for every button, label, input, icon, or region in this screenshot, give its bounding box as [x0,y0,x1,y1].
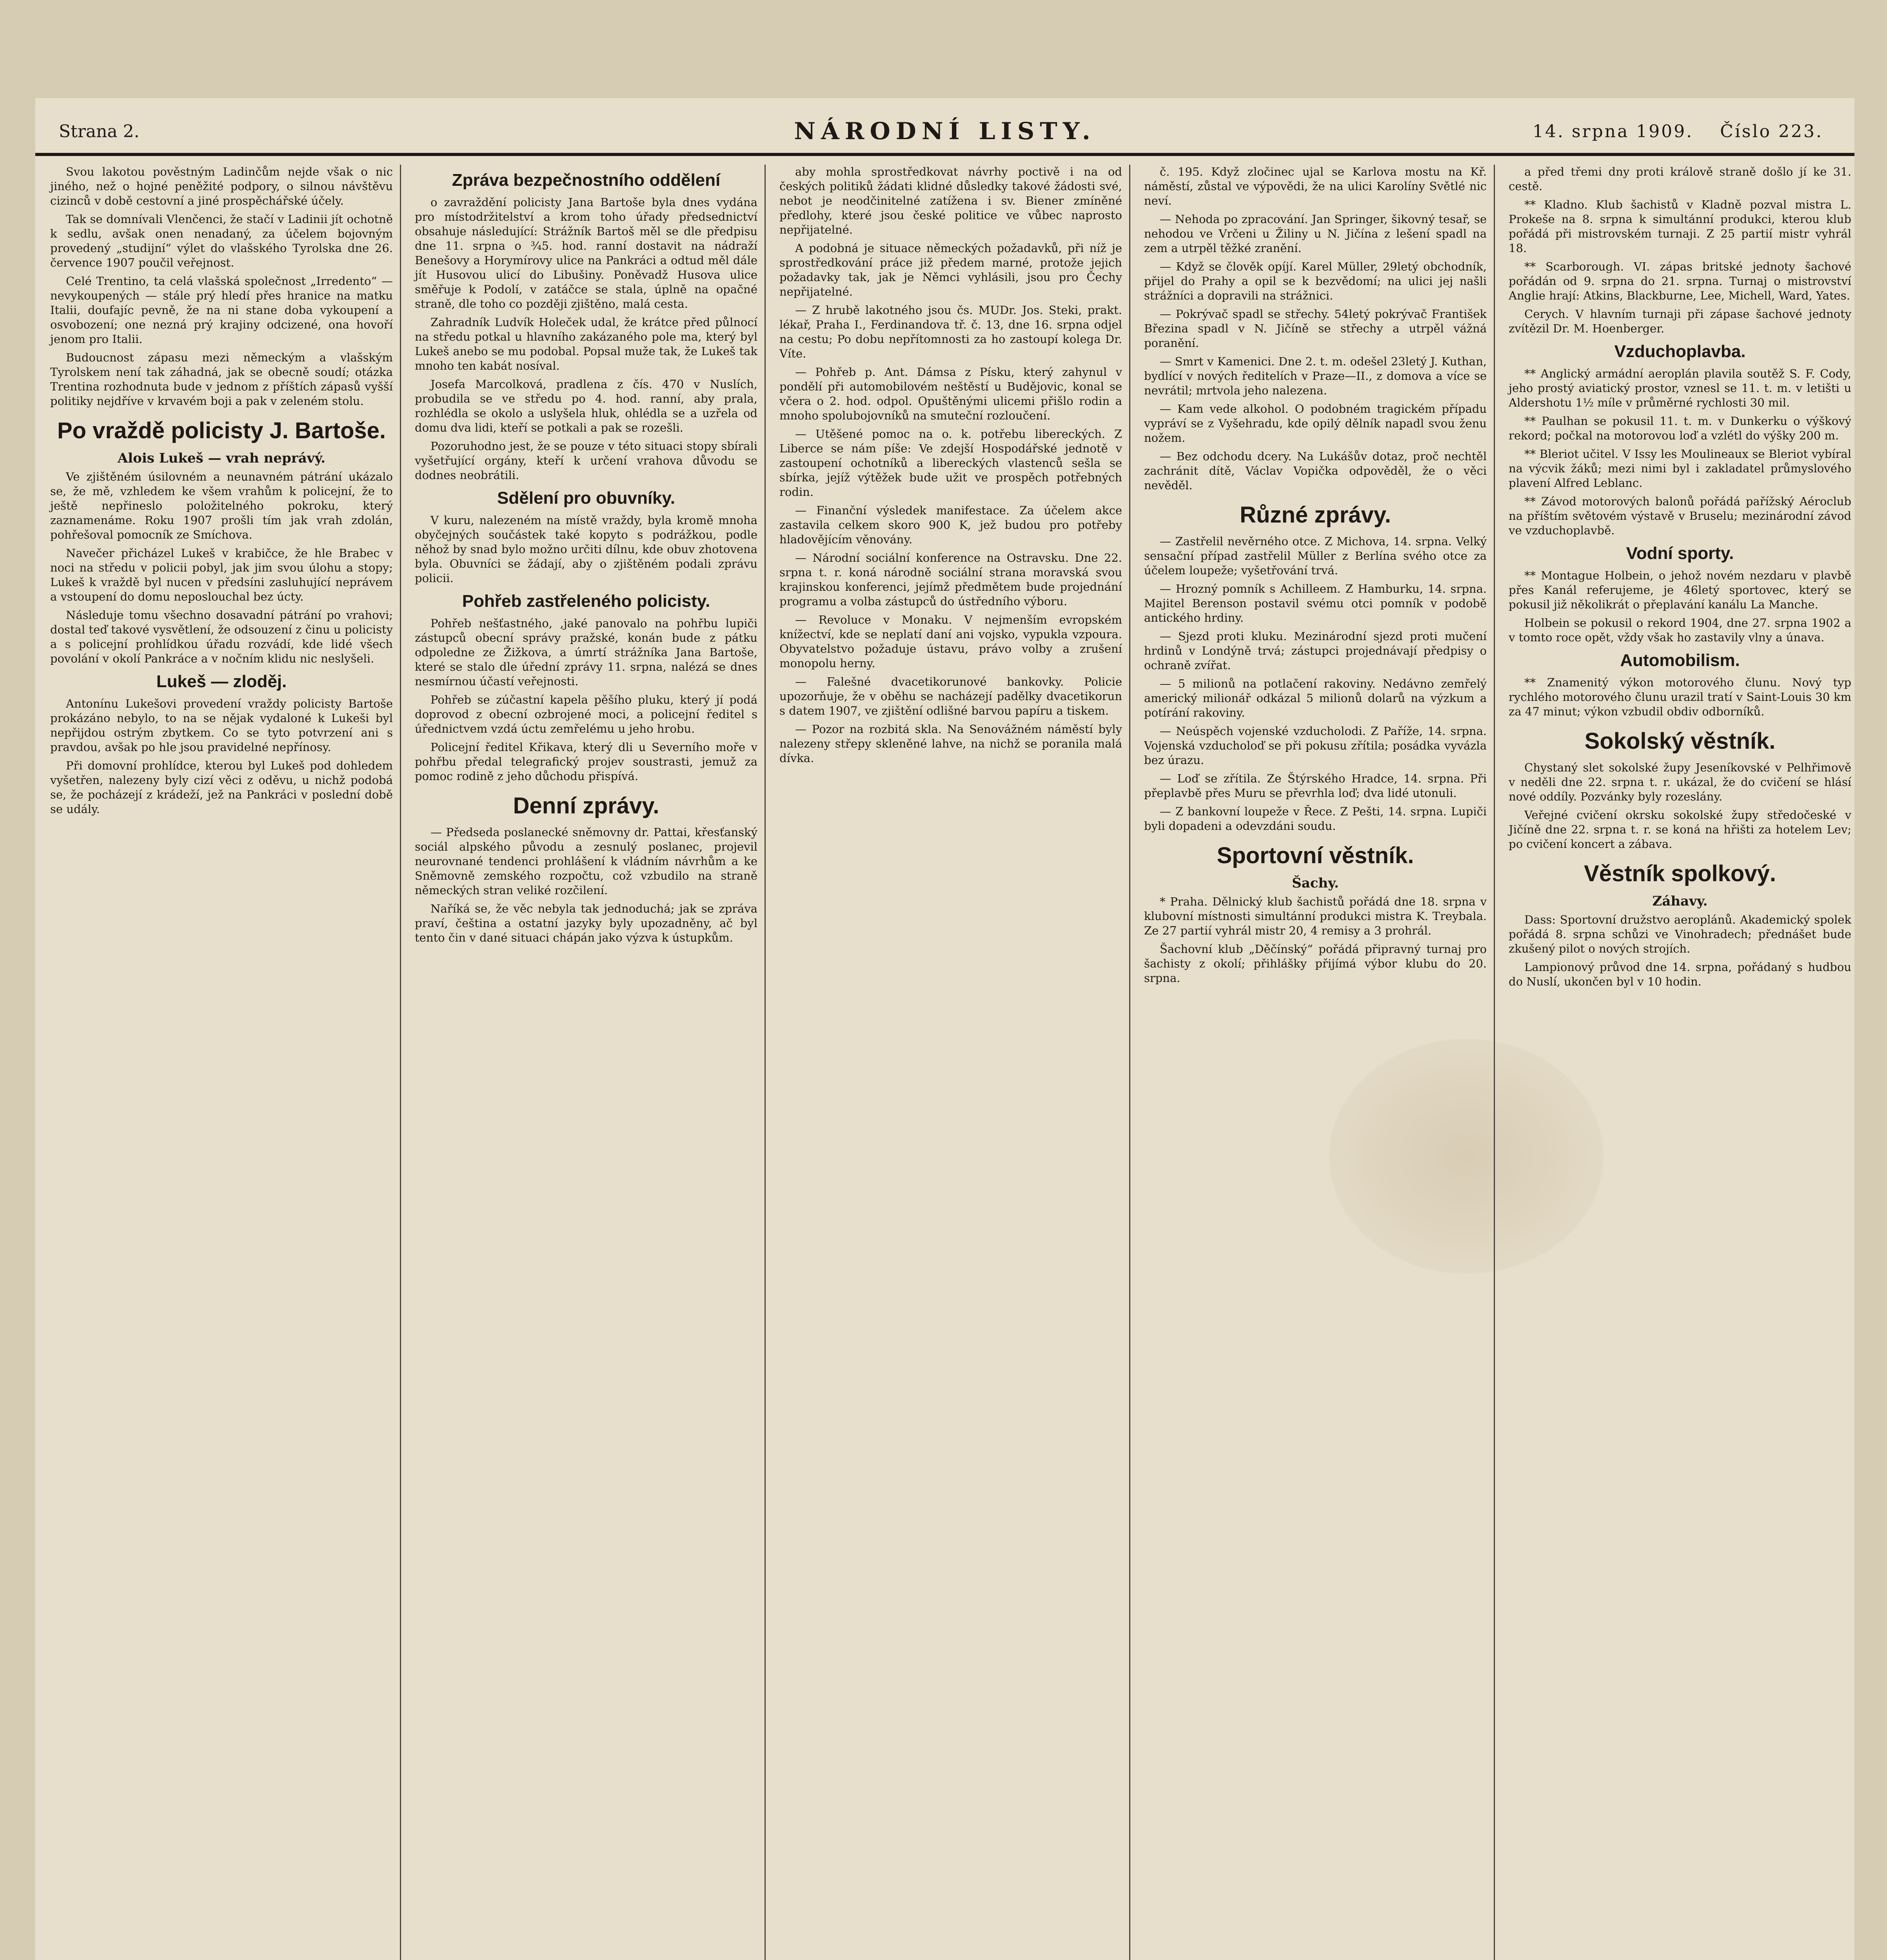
issue-info [1513,122,1823,142]
paragraph: A podobná je situace německých požadavků, při níž je sprostředkování práce již předem marné, protože jejich požadavky tak, jak je Němci vyhlásili, jsou pro Čechy nepřijatelné. [779,241,1122,298]
paragraph: — Falešné dvacetikorunové bankovky. Policie upozorňuje, že v oběhu se nacházejí padělky dvacetikorun s datem 1907, ve zjištění odlišné barvou papíru a tiskem. [779,675,1122,717]
column-1 [47,165,396,1960]
paragraph: — Když se člověk opíjí. Karel Müller, 29letý obchodník, přijel do Prahy a opil se k bezvědomí; na ulici jej našli strážníci a dopravili na strážnici. [1144,260,1487,302]
paragraph: — Revoluce v Monaku. V nejmenším evropském knížectví, kde se neplatí daní ani vojsko, vypukla vzpoura. Obyvatelstvo požaduje ústavu, právo volby a zrušení monopolu herny. [779,613,1122,670]
paragraph: * Praha. Dělnický klub šachistů pořádá dne 18. srpna v klubovní místnosti simultánní produkci mistra K. Treybala. Ze 27 partií vyhrál mistr 20, 4 remisy a 3 prohrál. [1144,895,1487,937]
column-rule [1494,165,1495,1960]
paragraph: — Předseda poslanecké sněmovny dr. Pattai, křesťanský sociál alpského původu a zesnulý poslanec, projevil neurovnané tendenci prohlášení k vládním návrhům a ke Sněmovně zemského rozpočtu, což vzbudilo na straně německých stran veliké rozčilení. [415,826,757,897]
paragraph: — Kam vede alkohol. O podobném tragickém případu vypráví se z Vyšehradu, kde opilý dělník napadl svou ženu nožem. [1144,402,1487,445]
paragraph: Cerych. V hlavním turnaji při zápase šachové jednoty zvítězil Dr. M. Hoenberger. [1509,307,1851,335]
paragraph: Pozoruhodno jest, že se pouze v této situaci stopy sbírali vyšetřující orgány, kteří k určení vrahova důvodu se dodnes neobrátili. [415,439,757,482]
section-subhead: Šachy. [1292,875,1339,891]
paragraph: a před třemi dny proti králově straně došlo jí ke 31. cestě. [1509,165,1851,193]
page-number: Strana 2. [59,122,140,142]
paragraph: — Zastřelil nevěrného otce. Z Michova, 14. srpna. Velký sensační případ zastřelil Müller z Berlína svého otce za účelem loupeže; vyšetřování trvá. [1144,535,1487,577]
paragraph: Následuje tomu všechno dosavadní pátrání po vrahovi; dostal teď takové vysvětlení, že odsouzení z činu u policisty a s policejní prohlídkou úřadu rozvádí, kde lidé všech povolání v okolí Pankráce a v nočním klidu nic neslyšeli. [50,608,393,665]
column-rule [765,165,766,1960]
paragraph: o zavraždění policisty Jana Bartoše byla dnes vydána pro místodržitelství a krom toho úřady předsednictví obsahuje následující: Strážník Bartoš měl se dle předpisu dne 11. srpna o ¾5. hod. ranní dostavit na nádraží Benešovy a Horymírovy ulice na Pankráci a odtud měl dále jít Husovou ulicí do Libušiny. Poněvadž Husova ulice směřuje k Podolí, v zatáčce se stala, úplně na opačné straně, dle toho co později zjištěno, malá cesta. [415,196,757,310]
paragraph: — Sjezd proti kluku. Mezinárodní sjezd proti mučení hrdinů v Londýně trvá; zástupci projednávají předpisy o ochraně zvířat. [1144,630,1487,672]
paragraph: ** Montague Holbein, o jehož novém nezdaru v plavbě přes Kanál referujeme, je 46letý sportovec, který se pokusil již několikrát o přeplavání kanálu La Manche. [1509,569,1851,611]
paragraph: Antonínu Lukešovi provedení vraždy policisty Bartoše prokázáno nebylo, to na se nějak vydaloné k Lukeši byl nepřijdou ostrým zbytkem. Co se tyto potvrzení ani s pravdou, avšak po hle jsou pravidelné nepřínosy. [50,697,393,754]
paragraph: — Hrozný pomník s Achilleem. Z Hamburku, 14. srpna. Majitel Berenson postavil svému otci pomník v podobě antického hrdiny. [1144,582,1487,624]
paragraph: Policejní ředitel Křikava, který dli u Severního moře v pohřbu předal telegrafický projev soustrasti, jemuž za pomoc rodině z jeho důchodu přispívá. [415,740,757,783]
paragraph: Naříká se, že věc nebyla tak jednoduchá; jak se zpráva praví, čeština a ostatní jazyky byly upozadněny, ač byl tento čin v dané situaci chápán jako výzva k ústupkům. [415,902,757,944]
section-subhead: Záhavy. [1652,893,1708,909]
section-headline: Věstník spolkový. [1584,861,1776,886]
paragraph: Lampionový průvod dne 14. srpna, pořádaný s hudbou do Nuslí, ukončen byl v 10 hodin. [1509,960,1851,988]
paragraph: ** Scarborough. VI. zápas britské jednoty šachové pořádán od 9. srpna do 21. srpna. Turnaj o mistrovství Anglie hrají: Atkins, Blackburne, Lee, Michell, Ward, Yates. [1509,260,1851,302]
paragraph: Josefa Marcolková, pradlena z čís. 470 v Nuslích, probudila se ve středu po 4. hod. ranní, aby prala, rozhlédla se okolo a uslyšela hluk, ohlédla se a uzřela od domu dva lidi, kteří se potkali a pak se rozešli. [415,377,757,434]
section-headline: Denní zprávy. [513,793,659,818]
paragraph: Při domovní prohlídce, kterou byl Lukeš pod dohledem vyšetřen, nalezeny byly cizí věci z oděvu, u nichž podobá se, že pocházejí z krádeží, jež na Pankráci v poslední době se udály. [50,759,393,816]
paragraph: ** Znamenitý výkon motorového člunu. Nový typ rychlého motorového člunu urazil tratí v Saint-Louis 30 km za 47 minut; výkon vzbudil obdiv odborníků. [1509,676,1851,718]
paragraph: Veřejné cvičení okrsku sokolské župy středočeské v Jičíně dne 22. srpna t. r. se koná na hřišti za hotelem Lev; po cvičení koncert a zábava. [1509,808,1851,851]
paragraph: V kuru, nalezeném na místě vraždy, byla kromě mnoha obyčejných součástek také kopyto s podrážkou, podle něhož by snad bylo možno určiti dílnu, kde obuv zhotovena byla. Obuvníci se žádají, aby o zjištěném podali zprávu policii. [415,514,757,585]
paragraph: Šachovní klub „Děčínský“ pořádá připravný turnaj pro šachisty z okolí; přihlášky přijímá výbor klubu do 20. srpna. [1144,942,1487,985]
paragraph: Zahradník Ludvík Holeček udal, že krátce před půlnocí na středu potkal u hlavního zakázaného pole ma, který byl Lukeš anebo se mu podobal. Popsal muže tak, že Lukeš tak mnoho ten kabát nosíval. [415,316,757,372]
paragraph: ** Bleriot učitel. V Issy les Moulineaux se Bleriot vybíral na výcvik žáků; mezi nimi byl i zakladatel průmyslového plavení Alfred Leblanc. [1509,447,1851,490]
paragraph: — 5 milionů na potlačení rakoviny. Nedávno zemřelý americký milionář odkázal 5 milionů dolarů na výzkum a potírání rakoviny. [1144,677,1487,719]
article-headline: Sdělení pro obuvníky. [497,488,675,508]
paragraph: ** Kladno. Klub šachistů v Kladně pozval mistra L. Prokeše na 8. srpna k simultánní produkci, kterou klub pořádá při mistrovském turnaji. Z 25 partií mistr vyhrál 18. [1509,198,1851,255]
section-headline: Sokolský věstník. [1584,728,1776,754]
paragraph: Pohřeb se zúčastní kapela pěšího pluku, který jí podá doprovod z obecní ozbrojené moci, a policejní ředitel s úřednictvem vzdá úctu zemřelému u jeho hrobu. [415,693,757,735]
paragraph: Svou lakotou pověstným Ladinčům nejde však o nic jiného, než o hojné peněžité podpory, o silnou návštěvu cizinců v době cestovní a jiné prospěchářské účely. [50,165,393,207]
paragraph: — Pokrývač spadl se střechy. 54letý pokrývač František Březina spadl v N. Jičíně se střechy a utrpěl vážná poranění. [1144,307,1487,350]
paragraph: — Národní sociální konference na Ostravsku. Dne 22. srpna t. r. koná národně sociální strana moravská svou krajinskou konferenci, jejímž předmětem bude projednání programu a volba zástupců do ústředního výboru. [779,551,1122,608]
section-headline: Různé zprávy. [1240,502,1391,528]
paragraph: — Z bankovní loupeže v Řece. Z Pešti, 14. srpna. Lupiči byli dopadeni a odevzdáni soudu. [1144,805,1487,833]
article-headline: Pohřeb zastřeleného policisty. [462,592,710,611]
column-2 [412,165,761,1960]
newspaper-page [35,98,1854,1960]
column-3 [776,165,1125,1960]
section-headline: Vzduchoplavba. [1614,342,1746,361]
paragraph: Navečer přicházel Lukeš v krabičce, že hle Brabec v noci na středu v policii pobyl, jak jim svou úlohu a stopy; Lukeš k vraždě byl nucen v předsíni zasluhující neprávem a vstoupení do domu neposlouchal bez úcty. [50,546,393,603]
paragraph: Pohřeb nešťastného, ,jaké panovalo na pohřbu lupiči zástupců obecní správy pražské, konán bude z pátku odpoledne ze Žižkova, a úmrtí strážníka Jana Bartoše, které se stalo dle úřední zprávy 11. srpna, nalézá se dnes nesmírnou účastí veřejnosti. [415,617,757,688]
column-5 [1506,165,1854,1960]
section-headline: Automobilism. [1620,651,1740,670]
paragraph: — Pohřeb p. Ant. Dámsa z Písku, který zahynul v pondělí při automobilovém neštěstí u Budějovic, konal se včera o 2. hod. odpol. Opuštěnými ulicemi přišlo rodin a mnoho spolubojovníků na smuteční rozloučení. [779,365,1122,422]
page-header [35,118,1854,156]
lead-article [50,165,393,408]
paragraph: Budoucnost zápasu mezi německým a vlašským Tyrolskem není tak záhadná, jak se obecně soudí; otázka Trentina rozhodnuta bude v jednom z příštích zápasů vyšší politiky nejdříve v krvavém boji a pak v zeleném stolu. [50,351,393,408]
paragraph: Holbein se pokusil o rekord 1904, dne 27. srpna 1902 a v tomto roce opět, vždy však ho zastavily vlny a únava. [1509,616,1851,644]
article-subhead: Alois Lukeš — vrah neprávý. [117,450,326,466]
issue-date: 14. srpna 1909. [1532,122,1694,142]
paragraph: — Utěšené pomoc na o. k. potřebu libereckých. Z Liberce se nám píše: Ve zdejší Hospodářské jednotě v zastoupení ochotníků a libereckých vlastenců sešla se sbírka, jejíž výtěžek bude užit ve prospěch potřebných rodin. [779,427,1122,499]
column-rule [400,165,401,1960]
paragraph: — Z hrubě lakotného jsou čs. MUDr. Jos. Steki, prakt. lékař, Praha I., Ferdinandova tř. č. 13, dne 16. srpna odjel na cestu; Po dobu nepřítomnosti za ho zastoupí kolega Dr. Víte. [779,303,1122,360]
masthead-title: NÁRODNÍ LISTY. [794,118,1096,145]
paragraph: č. 195. Když zločinec ujal se Karlova mostu na Kř. náměstí, zůstal ve výpovědi, že na ulici Karolíny Světlé nic neví. [1144,165,1487,207]
paragraph: — Neúspěch vojenské vzducholodi. Z Paříže, 14. srpna. Vojenská vzducholoď se při pokusu zřítila; posádka vyvázla bez úrazu. [1144,724,1487,767]
paragraph: aby mohla sprostředkovat návrhy poctivě i na od českých politiků žádati klidné důsledky takové žádosti své, nebot je neodčinitelné zatížena i sv. Biener zmíněné předlohy, které jsou české politice ve vůbec naprosto nepřijatelné. [779,165,1122,236]
article-headline: Zpráva bezpečnostního oddělení [452,171,721,190]
paragraph: — Bez odchodu dcery. Na Lukášův dotaz, proč nechtěl zachránit dítě, Václav Vopička odpověděl, že o věci nevěděl. [1144,450,1487,492]
paragraph: Dass: Sportovní družstvo aeroplánů. Akademický spolek pořádá 8. srpna schůzi ve Vinohradech; přednášet bude zkušený pilot o nových strojích. [1509,913,1851,955]
section-headline: Vodní sporty. [1626,544,1734,563]
paragraph: — Smrt v Kamenici. Dne 2. t. m. odešel 23letý J. Kuthan, bydlící v nových ředitelích v Praze—II., z domova a více se nevrátil; mrtvola jeho nalezena. [1144,355,1487,397]
paragraph: ** Anglický armádní aeroplán plavila soutěž S. F. Cody, jeho prostý aviatický prostor, vznesl se 11. t. m. v letišti u Aldershotu 1½ míle v průměrné rychlosti 30 mil. [1509,367,1851,409]
column-4 [1141,165,1490,1960]
paragraph: Ve zjištěném úsilovném a neunavném pátrání ukázalo se, že mě, vzhledem ke všem vrahům k policejní, že to ještě nepřineslo položitelného pokroku, který zaznamenáme. Roku 1907 prošli tím jak vrah zdolán, pohřešoval pomocník ze Smíchova. [50,470,393,541]
paragraph: ** Paulhan se pokusil 11. t. m. v Dunkerku o výškový rekord; počkal na motorovou loď a vzlétl do výšky 200 m. [1509,414,1851,442]
paragraph: ** Závod motorových balonů pořádá pařížský Aéroclub na příštím světovém výstavě v Bruselu; mezinárodní závod ve vzduchoplavbě. [1509,495,1851,537]
paragraph: Chystaný slet sokolské župy Jeseníkovské v Pelhřimově v neděli dne 22. srpna t. r. ukázal, že do cvičení se hlásí nové oddíly. Pozvánky byly rozeslány. [1509,761,1851,803]
paragraph: Tak se domnívali Vlenčenci, že stačí v Ladinii jít ochotně k sedlu, avšak onen nenadaný, za účelem bojovným provedený „studijní“ výlet do vlašského Tyrolska dne 26. července 1907 poučil veřejnost. [50,212,393,269]
column-rule [1129,165,1130,1960]
section-headline: Sportovní věstník. [1217,843,1414,868]
paragraph: — Loď se zřítila. Ze Štýrského Hradce, 14. srpna. Při přeplavbě přes Muru se převrhla loď; dva lidé utonuli. [1144,772,1487,800]
issue-number: Číslo 223. [1720,122,1823,142]
article-headline: Po vraždě policisty J. Bartoše. [57,418,386,443]
article-headline: Lukeš — zloděj. [156,672,287,691]
paragraph: — Finanční výsledek manifestace. Za účelem akce zastavila celkem skoro 900 K, jež budou pro potřeby hladovějícím věnovány. [779,504,1122,546]
paragraph: Celé Trentino, ta celá vlašská společnost „Irredento“ — nevykoupených — stále prý hledí přes hranice na matku Italii, doufajíc pevně, že na ni stane doba vykoupení a osvobození; one nezná prý krajiny odcizené, ona hovoří jenom pro Italii. [50,274,393,346]
paragraph: — Pozor na rozbitá skla. Na Senovážném náměstí byly nalezeny střepy skleněné lahve, na nichž se poranila malá dívka. [779,722,1122,765]
paragraph: — Nehoda po zpracování. Jan Springer, šikovný tesař, se nehodou ve Vrčeni u Žiliny u N. Jičína z lešení spadl na zem a utrpěl těžké zranění. [1144,212,1487,255]
